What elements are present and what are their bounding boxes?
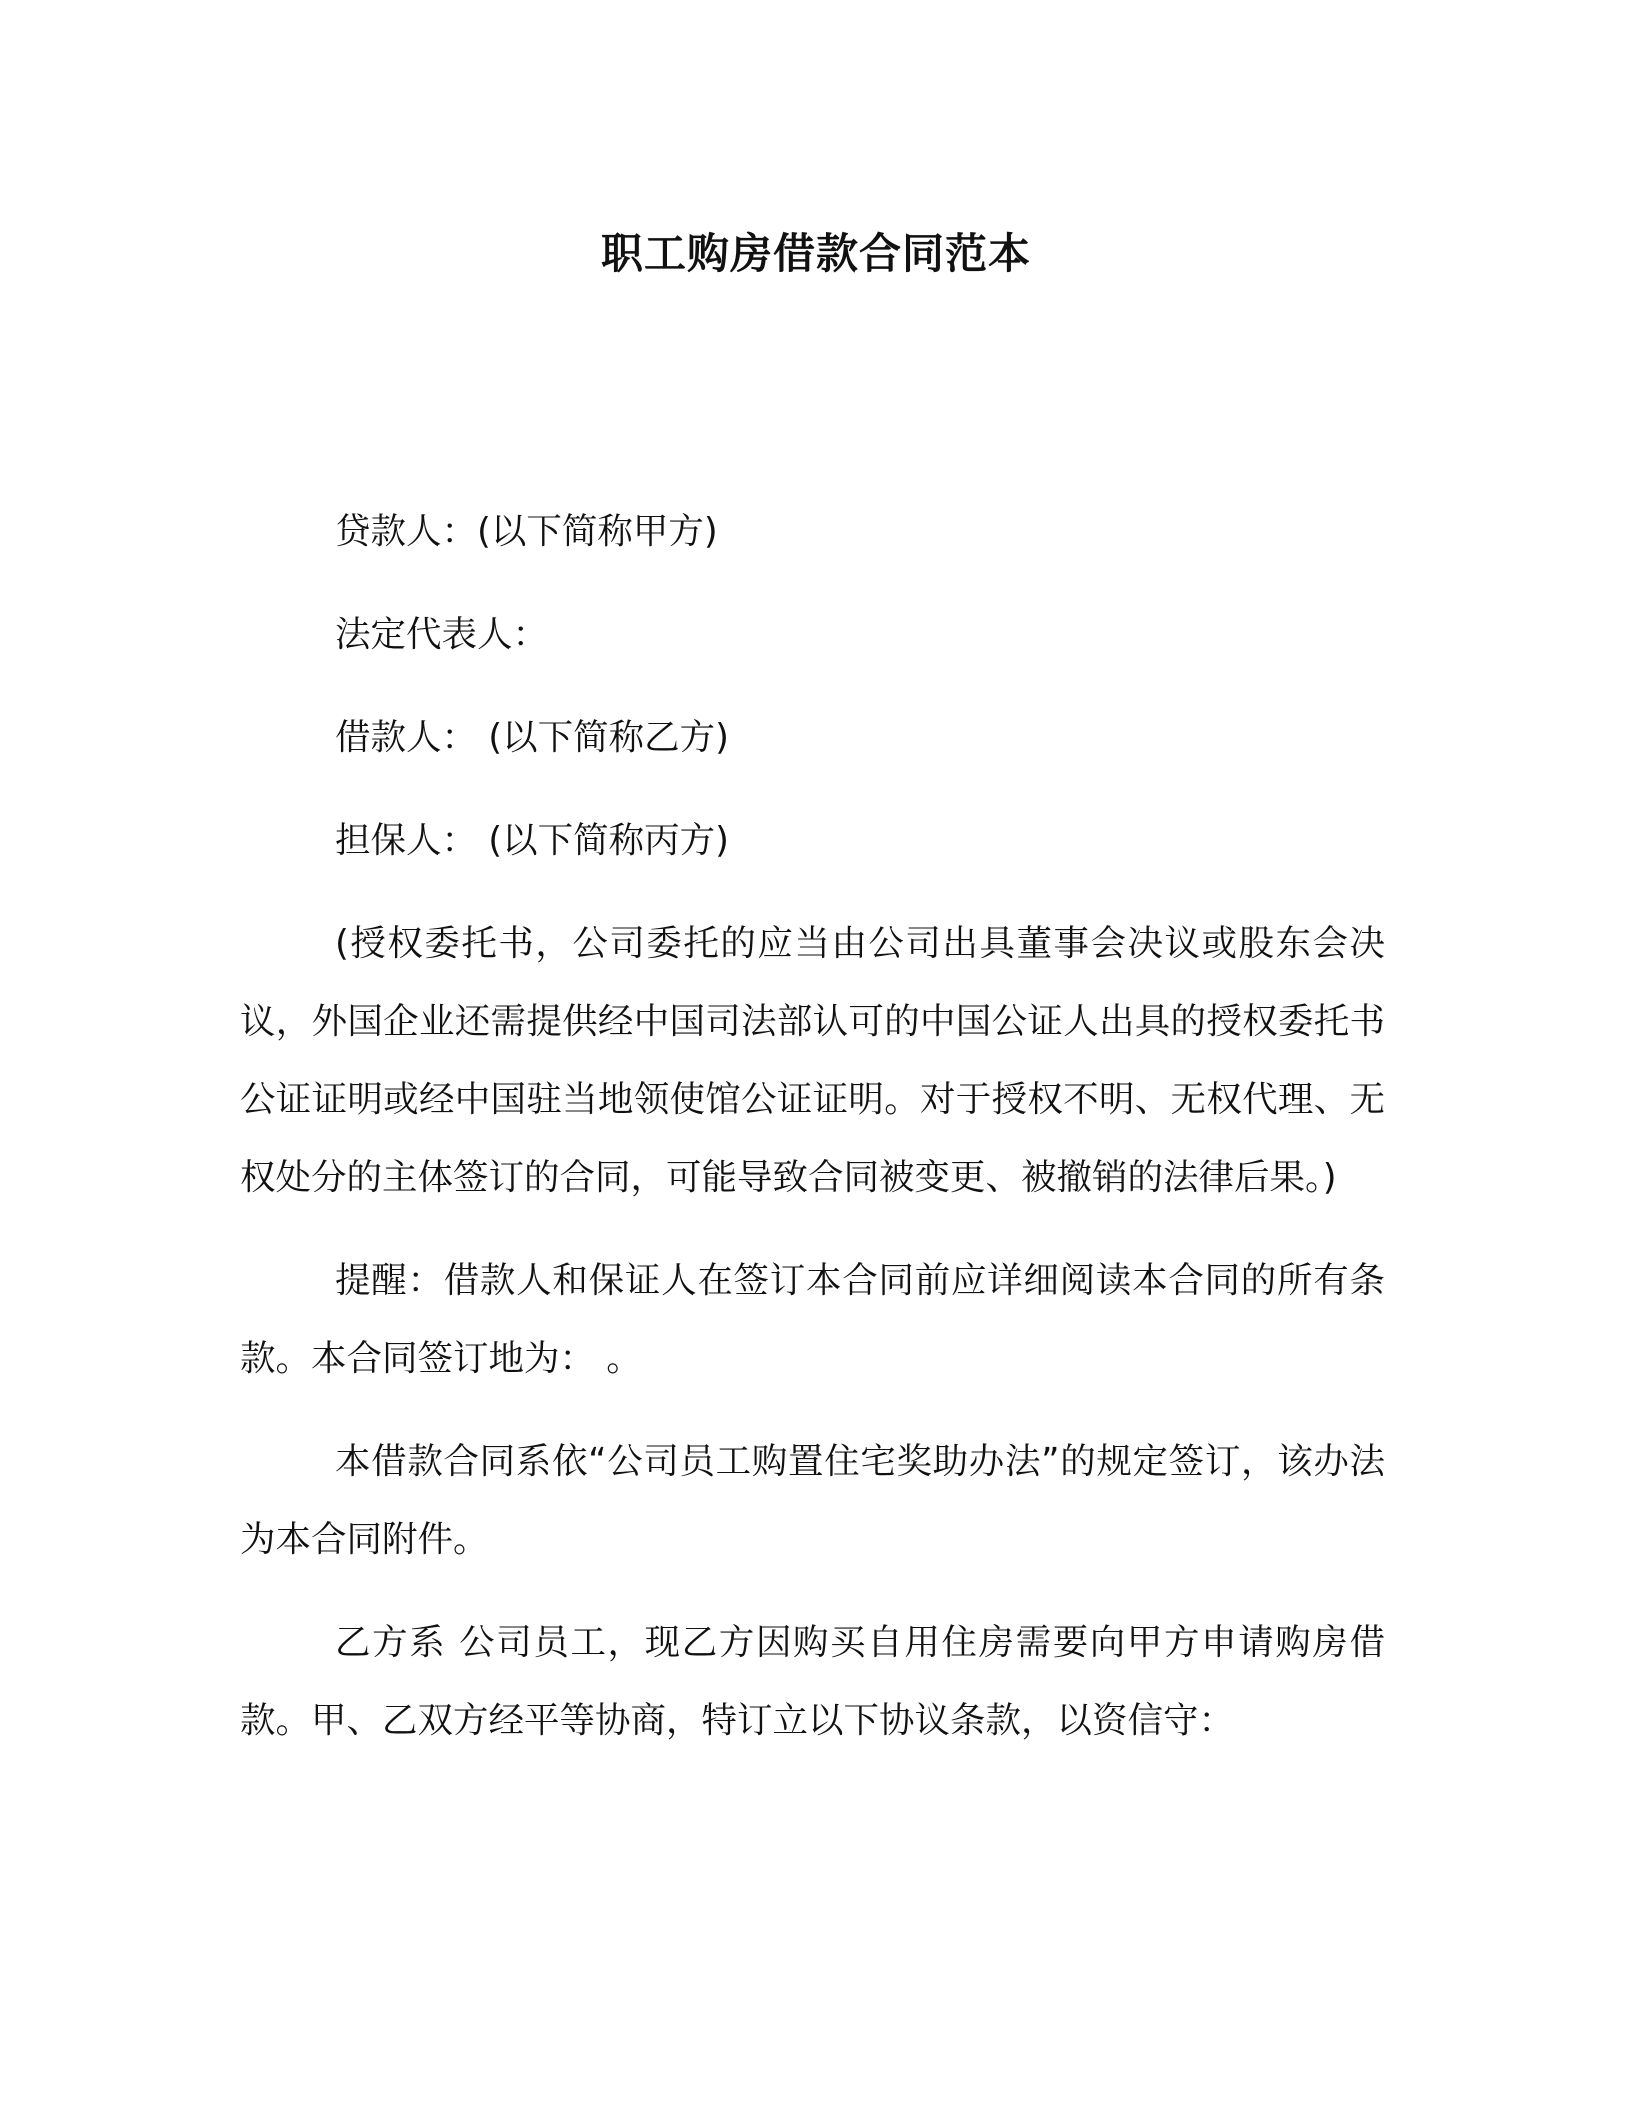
reminder-paragraph: 提醒：借款人和保证人在签订本合同前应详细阅读本合同的所有条款。本合同签订地为： 。: [240, 1260, 1385, 1379]
agreement-intro-paragraph: 乙方系 公司员工，现乙方因购买自用住房需要向甲方申请购房借款。甲、乙双方经平等协商，特订立以下协议条款，以资信守：: [240, 1622, 1385, 1741]
document-body: [240, 493, 1385, 1785]
contract-basis-paragraph: 本借款合同系依“公司员工购置住宅奖助办法”的规定签订，该办法为本合同附件。: [240, 1441, 1385, 1560]
authorization-note-paragraph: (授权委托书，公司委托的应当由公司出具董事会决议或股东会决议，外国企业还需提供经中国司法部认可的中国公证人出具的授权委托书公证证明或经中国驻当地领使馆公证证明。对于授权不明、无权代理、无权处分的主体签订的合同，可能导致合同被变更、被撤销的法律后果。): [240, 923, 1385, 1198]
legal-representative-line: 法定代表人：: [335, 614, 549, 655]
lender-line: 贷款人：(以下简称甲方): [335, 511, 718, 552]
borrower-line: 借款人： (以下简称乙方): [335, 717, 729, 758]
document-title: 职工购房借款合同范本: [600, 229, 1031, 278]
guarantor-line: 担保人： (以下简称丙方): [335, 820, 729, 861]
